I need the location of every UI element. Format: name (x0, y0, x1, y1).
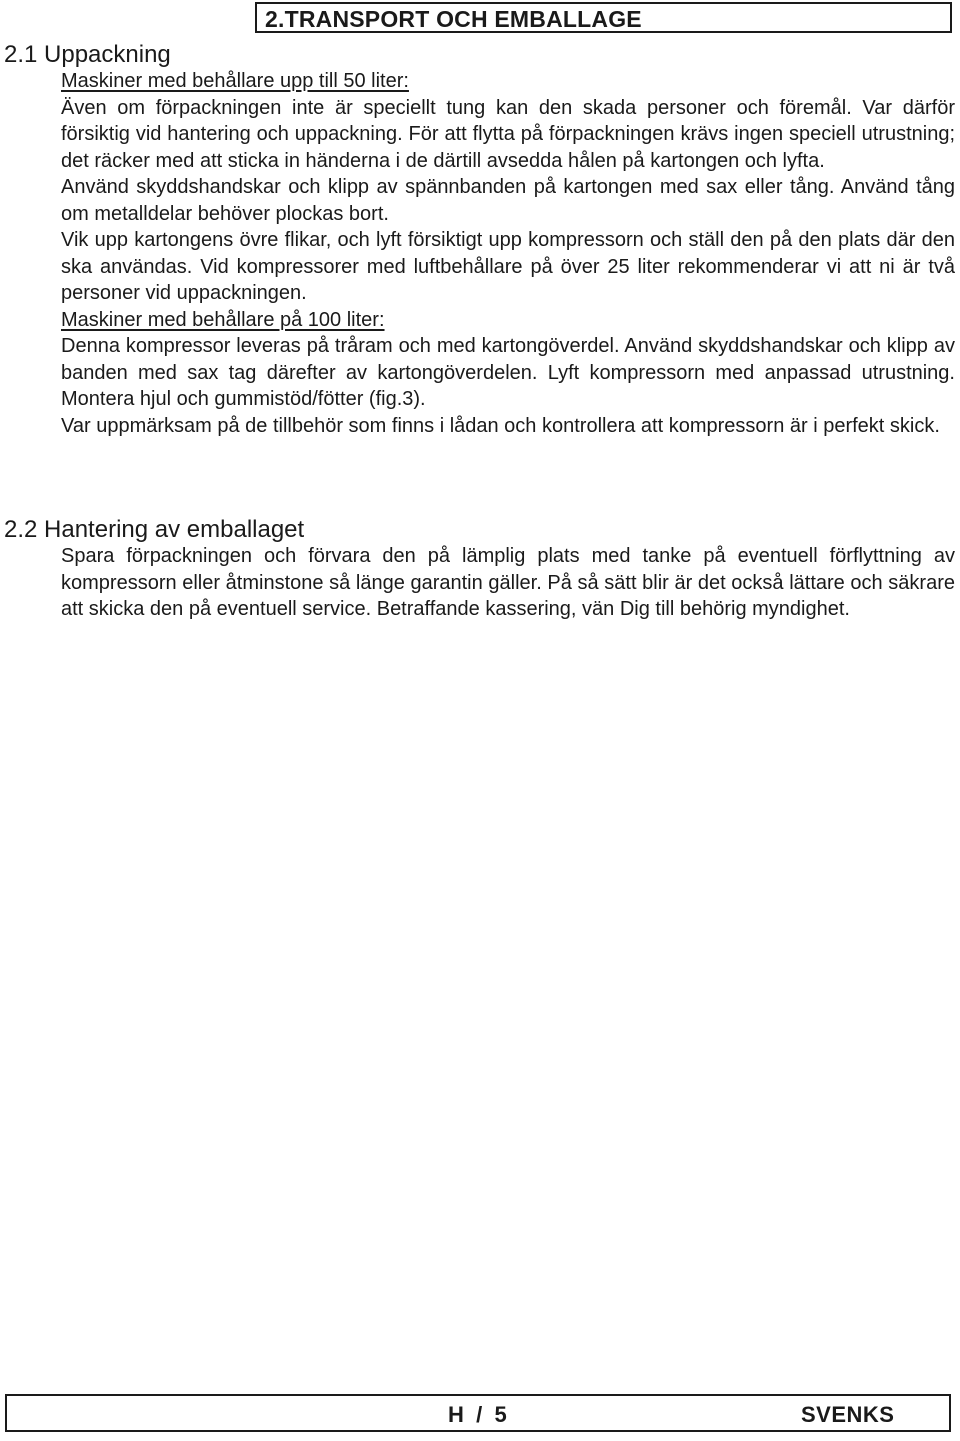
chapter-header (255, 2, 952, 33)
paragraph: Denna kompressor leveras på tråram och med kartongöverdel. Använd skyddshandskar och klipp av banden med sax tag därefter av kartongöverdelen. Lyft kompressorn med anpassad utrustning. Montera hjul och gummistöd/fötter (fig.3). (61, 335, 955, 410)
paragraph: Även om förpackningen inte är speciellt tung kan den skada personer och föremål. Var därför försiktig vid hantering och uppackning. För att flytta på förpackningen krävs ingen speciell utrustning; det räcker med att sticka in händerna i de därtill avsedda hålen på kartongen och lyfta. (61, 96, 955, 172)
section-body-uppackning (61, 68, 955, 439)
language-label: SVENKS (801, 1402, 895, 1427)
subheading-50-liter: Maskiner med behållare upp till 50 liter: (61, 70, 409, 92)
section-body-emballage (61, 543, 955, 623)
page-number: H / 5 (448, 1402, 507, 1427)
section-heading-uppackning: 2.1 Uppackning (4, 41, 171, 68)
page-footer (5, 1394, 951, 1432)
section-heading-emballage: 2.2 Hantering av emballaget (4, 516, 305, 543)
chapter-title: 2.TRANSPORT OCH EMBALLAGE (265, 6, 642, 32)
subheading-100-liter: Maskiner med behållare på 100 liter: (61, 308, 385, 331)
paragraph: Spara förpackningen och förvara den på lämplig plats med tanke på eventuell förflyttning av kompressorn eller åtminstone så länge garantin gäller. På så sätt blir är det också lättare och säkrare att skicka den på eventuell service. Betraffande kassering, vän Dig till behörig myndighet. (61, 545, 955, 620)
paragraph: Vik upp kartongens övre flikar, och lyft försiktigt upp kompressorn och ställ den på den plats där den ska användas. Vid kompressorer med luftbehållare på över 25 liter rekommenderar vi att ni är två personer vid uppackningen. (61, 229, 955, 304)
paragraph: Använd skyddshandskar och klipp av spännbanden på kartongen med sax eller tång. Använd tång om metalldelar behöver plockas bort. (61, 176, 955, 225)
paragraph: Var uppmärksam på de tillbehör som finns i lådan och kontrollera att kompressorn är i perfekt skick. (61, 414, 940, 437)
